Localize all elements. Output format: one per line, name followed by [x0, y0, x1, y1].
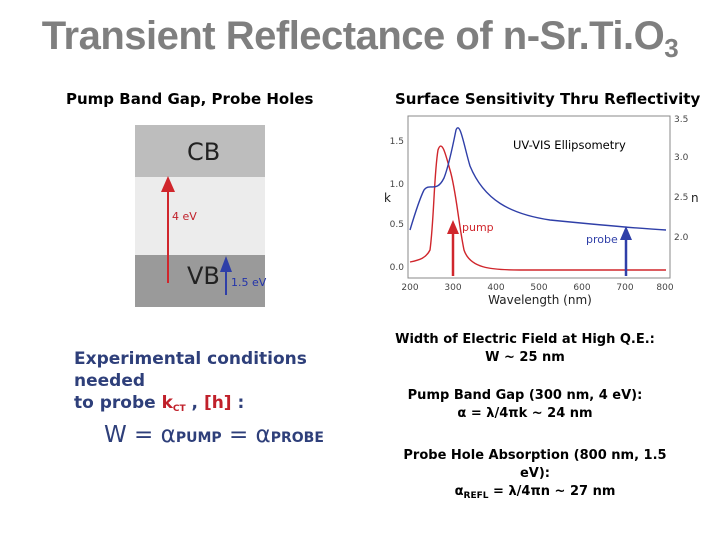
right-y-axis — [674, 115, 689, 243]
y-right-tick: 2.5 — [674, 193, 689, 203]
probe-arrow-head — [220, 256, 232, 272]
y-right-tick: 2.0 — [674, 233, 689, 243]
y-left-tick: 1.5 — [389, 137, 404, 147]
y-right-tick: 3.0 — [674, 153, 689, 163]
x-tick: 700 — [616, 283, 634, 293]
x-axis — [401, 283, 673, 293]
alpha-equation: W = αPUMP = αPROBE — [104, 422, 324, 448]
y-right-tick: 3.5 — [674, 115, 689, 125]
y-left-label: k — [384, 191, 391, 205]
y-left-tick: 1.0 — [389, 180, 404, 190]
pump-label: pump — [462, 221, 494, 234]
x-tick: 600 — [573, 283, 591, 293]
probe-label: probe — [586, 233, 618, 246]
uv-vis-label: UV-VIS Ellipsometry — [513, 138, 626, 152]
x-tick: 800 — [656, 283, 674, 293]
pump-energy-label: 4 eV — [172, 210, 197, 223]
exp-line-2: to probe $k_{CT}$ , [h] : — [74, 393, 245, 414]
probe-hole-absorption: Probe Hole Absorption (800 nm, 1.5 eV): $\alpha_{REFL} = \lambda/4\pi n$ ~ 27 nm — [403, 448, 667, 501]
left-y-axis — [390, 137, 405, 273]
exp-line-1: Experimental conditions needed — [74, 349, 307, 391]
x-axis-label: Wavelength (nm) — [488, 293, 592, 307]
electric-field-width: Width of Electric Field at High Q.E.: W ~ 25 nm — [395, 332, 655, 365]
page-title: Transient Reflectance of $n-Sr.Ti.O_3$ — [41, 14, 679, 63]
x-tick: 300 — [444, 283, 462, 293]
cb-label: CB — [187, 138, 221, 166]
pump-band-gap: Pump Band Gap (300 nm, 4 eV): α = λ/4πk ~ 24 nm — [407, 388, 643, 421]
vb-label: VB — [187, 262, 220, 290]
experimental-conditions — [74, 348, 364, 420]
y-left-tick: 0.0 — [389, 263, 404, 273]
y-left-tick: 0.5 — [389, 220, 404, 230]
x-tick: 200 — [401, 283, 419, 293]
x-tick: 400 — [487, 283, 505, 293]
right-heading: Surface Sensitivity Thru Reflectivity — [395, 90, 701, 108]
left-heading: Pump Band Gap, Probe Holes — [66, 90, 314, 108]
probe-energy-label: 1.5 eV — [231, 276, 267, 289]
x-tick: 500 — [530, 283, 548, 293]
y-right-label: n — [691, 191, 699, 205]
pump-arrow-head — [161, 176, 175, 192]
